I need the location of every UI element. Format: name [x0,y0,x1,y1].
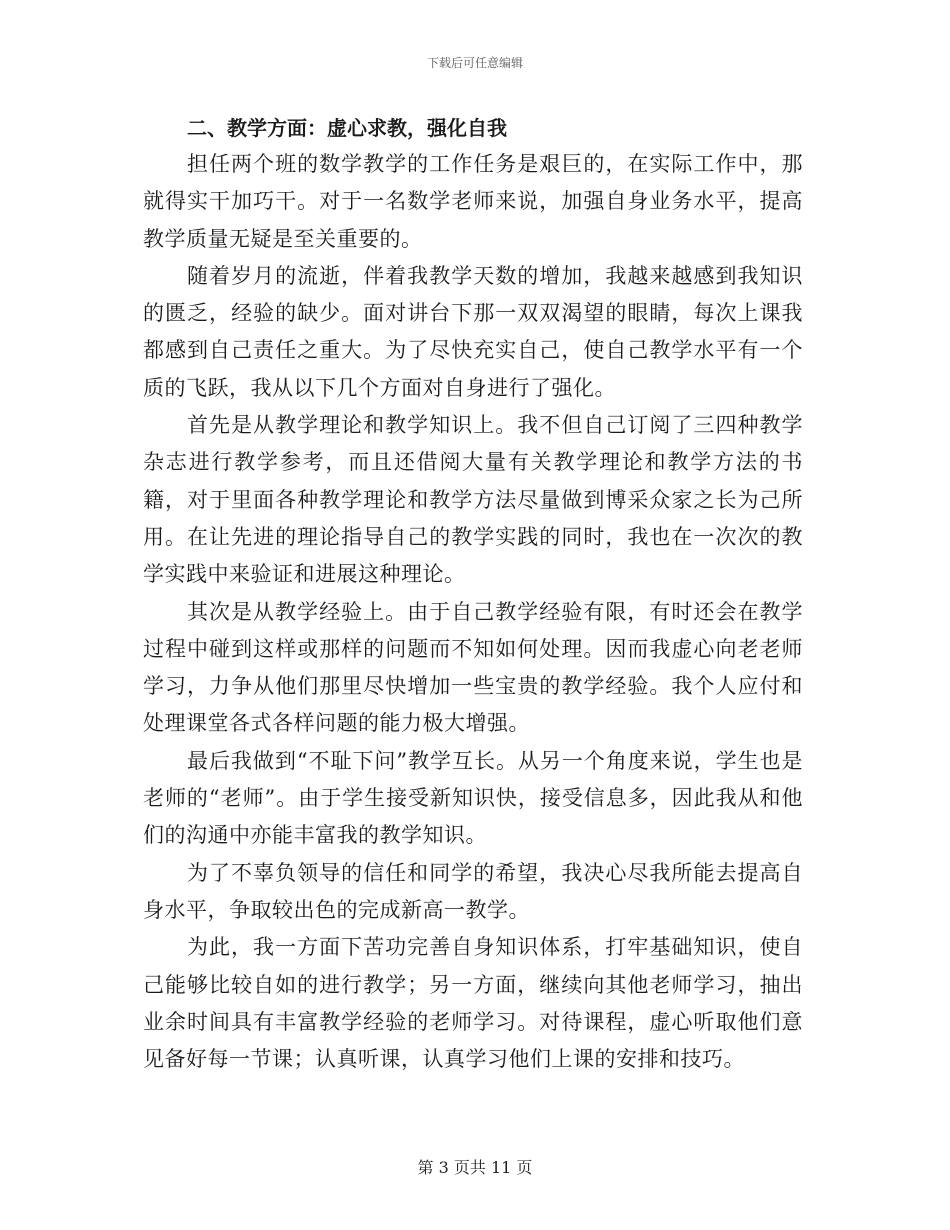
paragraph-5: 最后我做到“不耻下问”教学互长。从另一个角度来说，学生也是老师的“老师”。由于学生接受新知识快，接受信息多，因此我从和他们的沟通中亦能丰富我的教学知识。 [143,748,803,848]
page-number: 第 3 页共 11 页 [417,1158,533,1177]
paragraph-3: 首先是从教学理论和教学知识上。我不但自己订阅了三四种教学杂志进行教学参考，而且还借阅大量有关教学理论和教学方法的书籍，对于里面各种教学理论和教学方法尽量做到博采众家之长为己所用。在让先进的理论指导自己的教学实践的同时，我也在一次次的教学实践中来验证和进展这种理论。 [143,413,803,587]
document-body [143,110,803,1078]
paragraph-7: 为此，我一方面下苦功完善自身知识体系，打牢基础知识，使自己能够比较自如的进行教学；另一方面，继续向其他老师学习，抽出业余时间具有丰富教学经验的老师学习。对待课程，虚心听取他们意见备好每一节课；认真听课，认真学习他们上课的安排和技巧。 [143,935,803,1072]
paragraph-4: 其次是从教学经验上。由于自己教学经验有限，有时还会在教学过程中碰到这样或那样的问题而不知如何处理。因而我虚心向老老师学习，力争从他们那里尽快增加一些宝贵的教学经验。我个人应付和处理课堂各式各样问题的能力极大增强。 [143,599,803,736]
paragraph-6: 为了不辜负领导的信任和同学的希望，我决心尽我所能去提高自身水平，争取较出色的完成新高一教学。 [143,860,803,922]
paragraph-1: 担任两个班的数学教学的工作任务是艰巨的，在实际工作中，那就得实干加巧干。对于一名数学老师来说，加强自身业务水平，提高教学质量无疑是至关重要的。 [143,152,803,251]
paragraph-2: 随着岁月的流逝，伴着我教学天数的增加，我越来越感到我知识的匮乏，经验的缺少。面对讲台下那一双双渴望的眼睛，每次上课我都感到自己责任之重大。为了尽快充实自己，使自己教学水平有一个质的飞跃，我从以下几个方面对自身进行了强化。 [143,263,803,400]
section-heading: 二、教学方面：虚心求教，强化自我 [187,116,507,140]
page-header-note: 下载后可任意编辑 [426,56,523,70]
